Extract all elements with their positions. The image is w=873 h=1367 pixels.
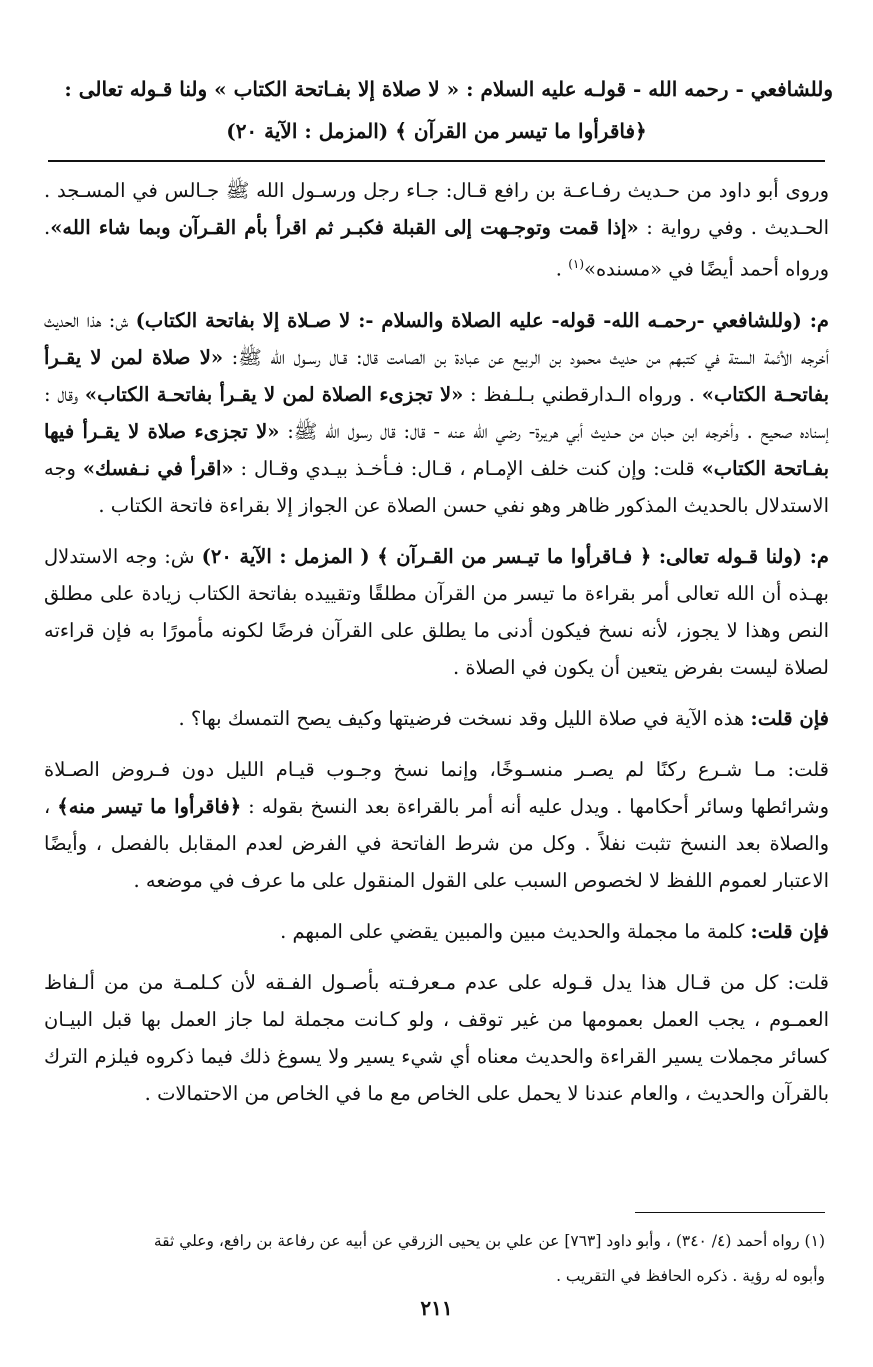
- bold-quote: «لا تجزىء صلاة لا يقـرأ فيها بفـاتحة الكتاب»: [44, 419, 829, 480]
- section-header: [40, 68, 833, 152]
- footnote-line: (١) رواه أحمد (٤/ ٣٤٠) ، وأبو داود [٧٦٣] عن علي بن يحيى الزرقي عن أبيه عن رفاعة بن رافع، وعلي ثقة: [153, 1232, 825, 1250]
- text-run: هذه الآية في صلاة الليل وقد نسخت فرضيتها وكيف يصح التمسك بها؟ .: [178, 706, 751, 730]
- bold-quote: «إذا قمت وتوجـهت إلى القبلة فكبـر ثم اقرأ بأم القـرآن وبما شاء الله»: [50, 216, 639, 239]
- text-run: . ورواه أحمد أيضًا في «مسنده»: [44, 216, 829, 281]
- bold-quote: «اقرأ في نـفسك»: [82, 456, 234, 480]
- bold-quote: فإن قلت:: [750, 919, 829, 943]
- footnote-ref: (١): [568, 257, 585, 271]
- text-run: .: [555, 257, 569, 281]
- text-run: قلت: كل من قـال هذا يدل قـوله على عدم مـعرفـته بأصـول الفـقه لأن كـلمـة من من ألـفاظ العمـوم ، يجب العمل بعمومها من غير توقف ، ولو كـانت مجملة لما جاز العمل بها قبل البيـان كسائر مجملات يسير القراءة والحديث معناه أي شيء يسير ولا يسوغ ذلك فيما ذكروه فيلزم الترك بالقرآن والحديث ، والعام عندنا لا يحمل على الخاص مع ما في الخاص من الاحتمالات .: [44, 970, 829, 1105]
- page-number: ٢١١: [420, 1296, 453, 1320]
- commentary-body: [44, 172, 829, 1126]
- bold-quote: «لا تجزىء الصلاة لمن لا يقـرأ بفاتحـة الكتاب»: [84, 382, 464, 406]
- text-run: ، والصلاة بعد النسخ تثبت نفلاً . وكل من شرط الفاتحة في الفرض لعدم المقابل بالفصل ، وأيضًا الاعتبار لعموم اللفظ لا لخصوص السبب على القول المنقول على ما عرف في موضعه .: [44, 794, 829, 892]
- bold-quote: ﴿فاقرأوا ما تيسر منه﴾: [57, 794, 242, 818]
- bold-quote: م: (وللشافعي -رحمـه الله- قوله- عليه الصلاة والسلام -: لا صـلاة إلا بفاتحة الكتاب): [135, 308, 829, 332]
- header-divider: [48, 160, 825, 162]
- text-run: ش: هذا الحديث أخرجه الأئمة الستة في كتبهم من حديث محمود بن الربيع عن عبادة بن الصامت قال: قـال رسـول الله ﷺ:: [44, 308, 829, 369]
- bold-quote: م: (ولنا قـوله تعالى: ﴿ فـاقرأوا ما تيـسر من القـرآن ﴾ ( المزمل : الآية ٢٠): [201, 544, 829, 568]
- bold-quote: فإن قلت:: [750, 706, 829, 730]
- header-line-1: وللشافعي - رحمه الله - قولـه عليه السلام : « لا صلاة إلا بفـاتحة الكتاب » ولنا قـوله تعالى :: [64, 77, 833, 101]
- footnotes: [40, 1224, 825, 1294]
- footnote-divider: [635, 1212, 825, 1213]
- paragraph: [44, 538, 829, 686]
- text-run: وجه الاستدلال بالحديث المذكور ظاهر وهو نفي حسن الصلاة عن الجواز إلا بقراءة فاتحة الكتاب .: [44, 456, 829, 517]
- footnote-line: وأبوه له رؤية . ذكره الحافظ في التقريب .: [556, 1267, 825, 1285]
- text-run: قلت: مـا شـرع ركنًا لم يصـر منسـوخًا، وإنما نسخ وجـوب قيـام الليل دون فـروض الصـلاة وشرائطها وسائر أحكامها . ويدل عليه أنه أمر بالقراءة بعد النسخ بقوله :: [44, 757, 830, 818]
- paragraph: [44, 913, 829, 950]
- bold-quote: «لا صلاة لمن لا يقـرأ بفاتحـة الكتاب»: [44, 345, 830, 406]
- text-run: كلمة ما مجملة والحديث مبين والمبين يقضي على المبهم .: [280, 919, 751, 943]
- text-run: وروى أبو داود من حـديث رفـاعـة بن رافع قـال: جـاء رجل ورسـول الله ﷺ جـالس في المسـجد . الحـديث . وفي رواية :: [44, 179, 829, 239]
- paragraph: [44, 751, 829, 899]
- text-run: . ورواه الـدارقطني بـلـفظ :: [463, 382, 702, 406]
- paragraph: [44, 700, 829, 737]
- paragraph: [44, 964, 829, 1112]
- header-line-2: ﴿فاقرأوا ما تيسر من القرآن ﴾ (المزمل : الآية ٢٠): [226, 119, 647, 143]
- text-run: قلت: وإن كنت خلف الإمـام ، قـال: فـأخـذ بيـدي وقـال :: [233, 456, 702, 480]
- text-run: ش: وجه الاستدلال بهـذه أن الله تعالى أمر بقراءة ما تيسر من القرآن مطلقًا وتقييده بفاتحة الكتاب زيادة على مطلق النص وهذا لا يجوز، لأنه نسخ فيكون أدنى ما يطلق على القرآن فرضًا لكونه مأمورًا به فإن قراءته لصلاة ليست بفرض يتعين أن يكون في الصلاة .: [44, 544, 829, 679]
- paragraph: [44, 302, 829, 524]
- paragraph: [44, 172, 829, 288]
- text-run: وقال : إسناده صحيح . وأخرجه ابن حبان من حـديث أبي هريرة- رضي الله عنه - قال: قال رسول الله ﷺ:: [44, 382, 829, 443]
